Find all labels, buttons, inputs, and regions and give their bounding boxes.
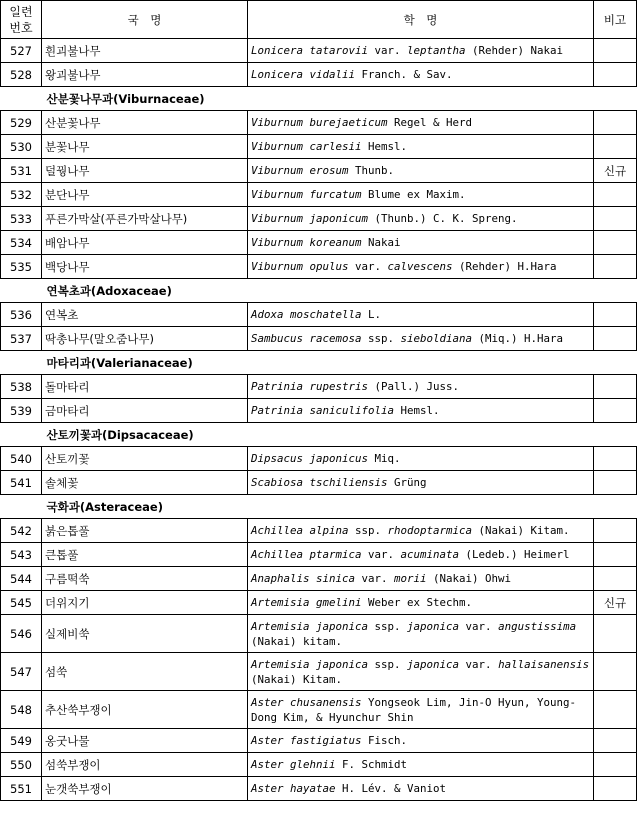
scientific-name-italic-part: Viburnum furcatum [251, 188, 362, 201]
scientific-name-cell [248, 543, 594, 567]
scientific-name-part: (Miq.) H.Hara [472, 332, 564, 345]
table-header-row [1, 1, 637, 39]
serial-number-cell: 544 [1, 567, 42, 591]
korean-name-cell: 흰괴불나무 [42, 39, 248, 63]
korean-name-cell: 옹굿나물 [42, 729, 248, 753]
scientific-name-part: Blume ex Maxim. [361, 188, 466, 201]
scientific-name-part: Grüng [387, 476, 427, 489]
scientific-name-italic-part: Scabiosa tschiliensis [251, 476, 388, 489]
table-row [1, 777, 637, 801]
note-cell [594, 327, 637, 351]
scientific-name-italic-part: Viburnum opulus [251, 260, 349, 273]
serial-number-cell: 545 [1, 591, 42, 615]
table-row [1, 447, 637, 471]
scientific-name-part: (Ledeb.) Heimerl [459, 548, 570, 561]
korean-name-cell: 더위지기 [42, 591, 248, 615]
serial-number-cell: 549 [1, 729, 42, 753]
scientific-name-cell [248, 567, 594, 591]
serial-number-cell: 528 [1, 63, 42, 87]
korean-name-cell: 솔체꽃 [42, 471, 248, 495]
table-row [1, 183, 637, 207]
scientific-name-part: ssp. [348, 524, 388, 537]
scientific-name-part: var. [355, 572, 395, 585]
note-cell [594, 231, 637, 255]
scientific-name-italic-part: Aster fastigiatus [251, 734, 362, 747]
scientific-name-part: F. Schmidt [335, 758, 408, 771]
scientific-name-cell [248, 111, 594, 135]
note-cell [594, 375, 637, 399]
serial-number-cell: 531 [1, 159, 42, 183]
note-cell: 신규 [594, 159, 637, 183]
korean-name-cell: 분꽃나무 [42, 135, 248, 159]
scientific-name-italic-part: Aster hayatae [251, 782, 336, 795]
korean-name-cell: 배암나무 [42, 231, 248, 255]
serial-number-cell: 527 [1, 39, 42, 63]
table-row [1, 63, 637, 87]
serial-number-cell: 533 [1, 207, 42, 231]
note-cell: 신규 [594, 591, 637, 615]
table-row [1, 303, 637, 327]
korean-name-cell: 추산쑥부쟁이 [42, 691, 248, 729]
korean-name-cell: 돌마타리 [42, 375, 248, 399]
note-cell [594, 207, 637, 231]
serial-number-cell: 542 [1, 519, 42, 543]
serial-number-cell: 546 [1, 615, 42, 653]
korean-name-cell: 큰톱풀 [42, 543, 248, 567]
scientific-name-cell [248, 231, 594, 255]
scientific-name-cell [248, 729, 594, 753]
note-cell [594, 777, 637, 801]
scientific-name-part: var. [361, 548, 401, 561]
serial-number-cell: 541 [1, 471, 42, 495]
scientific-name-part: var. [459, 619, 499, 633]
serial-number-cell: 540 [1, 447, 42, 471]
table-row [1, 591, 637, 615]
scientific-name-italic-part: acuminata [400, 548, 460, 561]
table-row [1, 375, 637, 399]
scientific-name-italic-part: leptantha [407, 44, 466, 57]
scientific-name-part: (Pall.) Juss. [368, 380, 460, 393]
korean-name-cell: 왕괴불나무 [42, 63, 248, 87]
note-cell [594, 471, 637, 495]
family-heading-row [1, 87, 637, 111]
scientific-name-italic-part: Artemisia japonica [251, 619, 369, 633]
serial-number-cell: 529 [1, 111, 42, 135]
family-heading-row [1, 495, 637, 519]
scientific-name-italic-part: Adoxa moschatella [251, 308, 362, 321]
scientific-name-part: Regel & Herd [387, 116, 473, 129]
scientific-name-part: Thunb. [348, 164, 395, 177]
table-row [1, 135, 637, 159]
table-row [1, 159, 637, 183]
korean-name-cell: 산토끼꽃 [42, 447, 248, 471]
korean-name-cell: 분단나무 [42, 183, 248, 207]
scientific-name-italic-part: Patrinia saniculifolia [251, 404, 395, 417]
scientific-name-italic-part: Viburnum japonicum [251, 212, 369, 225]
scientific-name-italic-part: Sambucus racemosa [251, 332, 362, 345]
scientific-name-cell [248, 375, 594, 399]
scientific-name-italic-part: Achillea ptarmica [251, 548, 362, 561]
scientific-name-part: ssp. [368, 619, 408, 633]
scientific-name-part: Nakai [361, 236, 401, 249]
scientific-name-part: Miq. [368, 452, 401, 465]
serial-number-cell: 537 [1, 327, 42, 351]
note-cell [594, 399, 637, 423]
scientific-name-cell [248, 327, 594, 351]
note-cell [594, 567, 637, 591]
table-row [1, 543, 637, 567]
serial-number-cell: 547 [1, 653, 42, 691]
korean-name-cell: 덜꿩나무 [42, 159, 248, 183]
serial-number-cell: 534 [1, 231, 42, 255]
scientific-name-part: Hemsl. [394, 404, 440, 417]
scientific-name-cell [248, 399, 594, 423]
family-heading: 산분꽃나무과(Viburnaceae) [1, 87, 637, 111]
korean-name-cell: 푸른가막살(푸른가막살나무) [42, 207, 248, 231]
korean-name-cell: 붉은톱풀 [42, 519, 248, 543]
table-row [1, 255, 637, 279]
scientific-name-italic-part: japonica [407, 657, 460, 671]
scientific-name-part: Franch. & Sav. [355, 68, 453, 81]
scientific-name-part: Yongseok Lim, Jin-O Hyun, Young-Dong Kim, & Hyunchur Shin [251, 695, 577, 724]
scientific-name-cell [248, 471, 594, 495]
korean-name-cell: 섬쑥 [42, 653, 248, 691]
korean-name-cell: 섬쑥부쟁이 [42, 753, 248, 777]
scientific-name-italic-part: Artemisia gmelini [251, 596, 362, 609]
table-row [1, 567, 637, 591]
scientific-name-part: (Rehder) H.Hara [452, 260, 557, 273]
scientific-name-italic-part: Anaphalis sinica [251, 572, 356, 585]
scientific-name-italic-part: Dipsacus japonicus [251, 452, 369, 465]
scientific-name-part: var. [368, 44, 408, 57]
scientific-name-cell [248, 691, 594, 729]
korean-name-cell: 구름떡쑥 [42, 567, 248, 591]
scientific-name-cell [248, 39, 594, 63]
table-body [1, 39, 637, 801]
note-cell [594, 729, 637, 753]
scientific-name-part: (Nakai) kitam. [251, 634, 343, 648]
table-row [1, 615, 637, 653]
scientific-name-italic-part: Viburnum koreanum [251, 236, 362, 249]
table-row [1, 111, 637, 135]
scientific-name-part: H. Lév. & Vaniot [335, 782, 447, 795]
note-cell [594, 39, 637, 63]
table-row [1, 327, 637, 351]
note-cell [594, 447, 637, 471]
korean-name-cell: 눈갯쑥부쟁이 [42, 777, 248, 801]
korean-name-cell: 백당나무 [42, 255, 248, 279]
scientific-name-italic-part: japonica [407, 619, 460, 633]
scientific-name-italic-part: Aster chusanensis [251, 695, 362, 709]
scientific-name-italic-part: Viburnum erosum [251, 164, 349, 177]
note-cell [594, 111, 637, 135]
scientific-name-cell [248, 653, 594, 691]
korean-name-cell: 실제비쑥 [42, 615, 248, 653]
korean-name-cell: 딱총나무(말오줌나무) [42, 327, 248, 351]
table-row [1, 207, 637, 231]
scientific-name-part: Fisch. [361, 734, 408, 747]
scientific-name-part: (Rehder) Nakai [465, 44, 564, 57]
scientific-name-part: (Thunb.) C. K. Spreng. [368, 212, 518, 225]
note-cell [594, 691, 637, 729]
scientific-name-italic-part: sieboldiana [400, 332, 473, 345]
note-cell [594, 135, 637, 159]
scientific-name-part: (Nakai) Kitam. [472, 524, 570, 537]
scientific-name-part: L. [361, 308, 382, 321]
scientific-name-part: ssp. [361, 332, 401, 345]
scientific-name-part: Weber ex Stechm. [361, 596, 473, 609]
scientific-name-part: (Nakai) Kitam. [251, 672, 343, 686]
table-row [1, 399, 637, 423]
scientific-name-cell [248, 183, 594, 207]
scientific-name-cell [248, 591, 594, 615]
scientific-name-italic-part: Viburnum carlesii [251, 140, 362, 153]
table-row [1, 653, 637, 691]
scientific-name-italic-part: Lonicera vidalii [251, 68, 356, 81]
scientific-name-italic-part: rhodoptarmica [387, 524, 473, 537]
table-row [1, 691, 637, 729]
serial-number-cell: 538 [1, 375, 42, 399]
scientific-name-italic-part: angustissima [498, 619, 577, 633]
table-row [1, 39, 637, 63]
serial-number-cell: 543 [1, 543, 42, 567]
header-note: 비고 [594, 1, 637, 39]
scientific-name-cell [248, 753, 594, 777]
note-cell [594, 653, 637, 691]
table-row [1, 729, 637, 753]
note-cell [594, 753, 637, 777]
table-row [1, 231, 637, 255]
table-row [1, 471, 637, 495]
note-cell [594, 519, 637, 543]
korean-name-cell: 산분꽃나무 [42, 111, 248, 135]
family-heading: 산토끼꽃과(Dipsacaceae) [1, 423, 637, 447]
korean-name-cell: 금마타리 [42, 399, 248, 423]
korean-name-cell: 연복초 [42, 303, 248, 327]
serial-number-cell: 530 [1, 135, 42, 159]
header-serial-number: 일련 번호 [1, 1, 42, 39]
scientific-name-cell [248, 63, 594, 87]
scientific-name-italic-part: calvescens [387, 260, 453, 273]
scientific-name-part: var. [459, 657, 499, 671]
note-cell [594, 543, 637, 567]
scientific-name-italic-part: Lonicera tatarovii [251, 44, 369, 57]
scientific-name-italic-part: hallaisanensis [498, 657, 590, 671]
family-heading: 연복초과(Adoxaceae) [1, 279, 637, 303]
scientific-name-italic-part: Artemisia japonica [251, 657, 369, 671]
scientific-name-part: ssp. [368, 657, 408, 671]
table-row [1, 519, 637, 543]
scientific-name-cell [248, 615, 594, 653]
family-heading: 마타리과(Valerianaceae) [1, 351, 637, 375]
header-korean-name: 국 명 [42, 1, 248, 39]
scientific-name-italic-part: Patrinia rupestris [251, 380, 369, 393]
scientific-name-part: (Nakai) Ohwi [426, 572, 512, 585]
scientific-name-italic-part: Viburnum burejaeticum [251, 116, 388, 129]
family-heading-row [1, 279, 637, 303]
scientific-name-italic-part: morii [394, 572, 427, 585]
scientific-name-italic-part: Aster glehnii [251, 758, 336, 771]
note-cell [594, 183, 637, 207]
serial-number-cell: 532 [1, 183, 42, 207]
serial-number-cell: 551 [1, 777, 42, 801]
serial-number-cell: 550 [1, 753, 42, 777]
header-scientific-name: 학 명 [248, 1, 594, 39]
serial-number-cell: 535 [1, 255, 42, 279]
family-heading-row [1, 423, 637, 447]
serial-number-cell: 539 [1, 399, 42, 423]
serial-number-cell: 548 [1, 691, 42, 729]
serial-number-cell: 536 [1, 303, 42, 327]
family-heading: 국화과(Asteraceae) [1, 495, 637, 519]
scientific-name-cell [248, 519, 594, 543]
family-heading-row [1, 351, 637, 375]
scientific-name-cell [248, 447, 594, 471]
scientific-name-cell [248, 255, 594, 279]
table-row [1, 753, 637, 777]
scientific-name-part: var. [348, 260, 388, 273]
note-cell [594, 63, 637, 87]
scientific-name-cell [248, 777, 594, 801]
scientific-name-cell [248, 207, 594, 231]
note-cell [594, 615, 637, 653]
scientific-name-italic-part: Achillea alpina [251, 524, 349, 537]
scientific-name-cell [248, 159, 594, 183]
note-cell [594, 303, 637, 327]
scientific-name-cell [248, 303, 594, 327]
scientific-name-cell [248, 135, 594, 159]
scientific-name-part: Hemsl. [361, 140, 408, 153]
note-cell [594, 255, 637, 279]
